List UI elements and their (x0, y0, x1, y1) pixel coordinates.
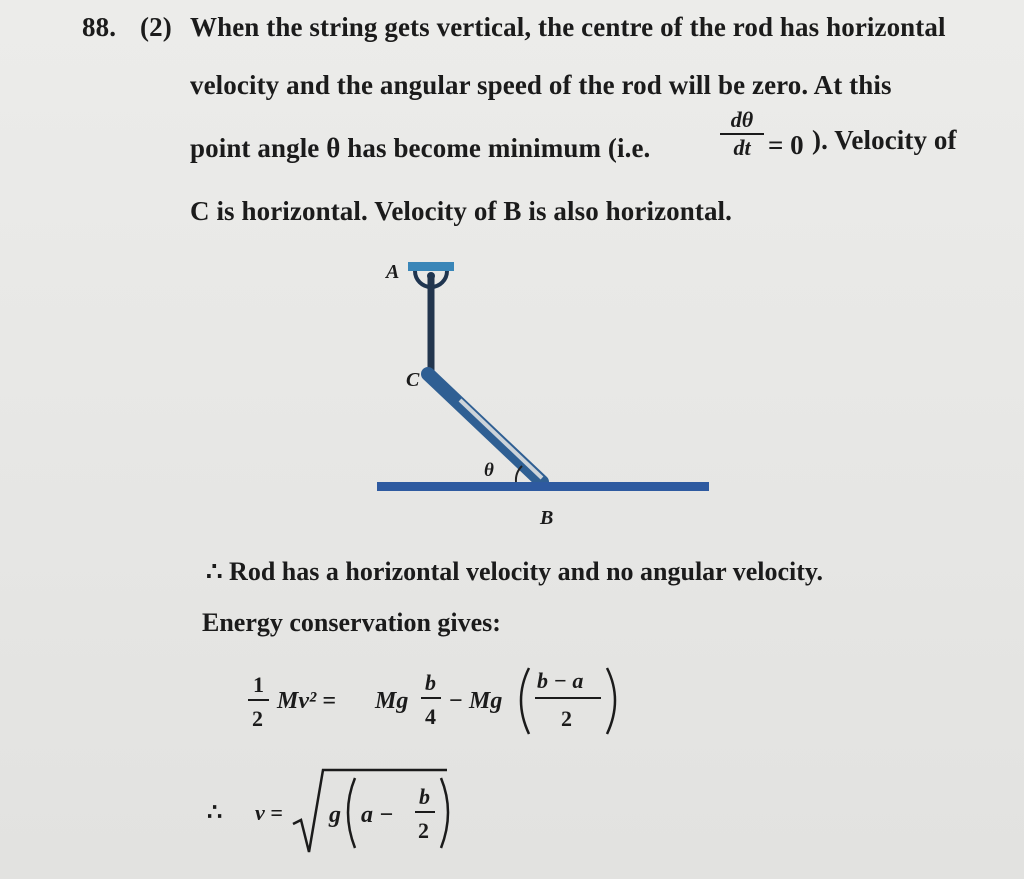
ceiling-support (408, 262, 454, 271)
solution-line-2: velocity and the angular speed of the rod will be zero. At this (190, 70, 892, 100)
therefore-symbol: ∴ (207, 800, 223, 826)
rod-highlight (460, 400, 542, 478)
energy-term2: Mg (469, 688, 503, 714)
question-number: 88. (82, 12, 117, 42)
dtheta-numerator: dθ (730, 107, 754, 132)
frac-numerator: b − a (537, 668, 584, 693)
velocity-lhs: v = (255, 800, 283, 825)
energy-b: b (425, 670, 436, 695)
solution-line-1: When the string gets vertical, the centre of the rod has horizontal (190, 12, 946, 42)
rod-diagram (360, 252, 720, 542)
velocity-b: b (419, 784, 430, 809)
sqrt-right-paren (441, 778, 448, 848)
sqrt-left-paren (348, 778, 355, 848)
dt-denominator: dt (733, 135, 751, 160)
half-denominator: 2 (252, 706, 263, 731)
solution-line-3: point angle θ has become minimum (i.e. (190, 133, 651, 163)
energy-four: 4 (425, 704, 436, 729)
energy-minus: − (449, 688, 463, 714)
energy-equation (245, 662, 645, 742)
frac-denominator: 2 (561, 706, 572, 731)
half-numerator: 1 (253, 672, 264, 697)
velocity-g: g (329, 802, 341, 828)
floor (377, 482, 709, 491)
solution-line-3-end: ). Velocity of (812, 125, 957, 155)
velocity-equation (205, 766, 465, 856)
energy-term1: Mg (375, 688, 409, 714)
equals-zero: = 0 (768, 130, 804, 160)
label-theta: θ (484, 460, 494, 481)
left-paren (521, 668, 529, 734)
conclusion-line-2: Energy conservation gives: (202, 608, 501, 637)
energy-lhs: Mv² = (277, 688, 336, 714)
conclusion-line-1: ∴ Rod has a horizontal velocity and no angular velocity. (206, 557, 823, 586)
velocity-a-minus: a − (361, 802, 394, 828)
velocity-two: 2 (418, 818, 429, 843)
dtheta-dt-fraction (720, 108, 764, 160)
answer-option: (2) (140, 12, 172, 42)
solution-line-4: C is horizontal. Velocity of B is also horizontal. (190, 196, 733, 226)
angle-arc (516, 466, 522, 482)
label-a: A (386, 261, 400, 283)
label-b: B (540, 507, 554, 529)
label-c: C (406, 369, 420, 391)
right-paren (607, 668, 615, 734)
